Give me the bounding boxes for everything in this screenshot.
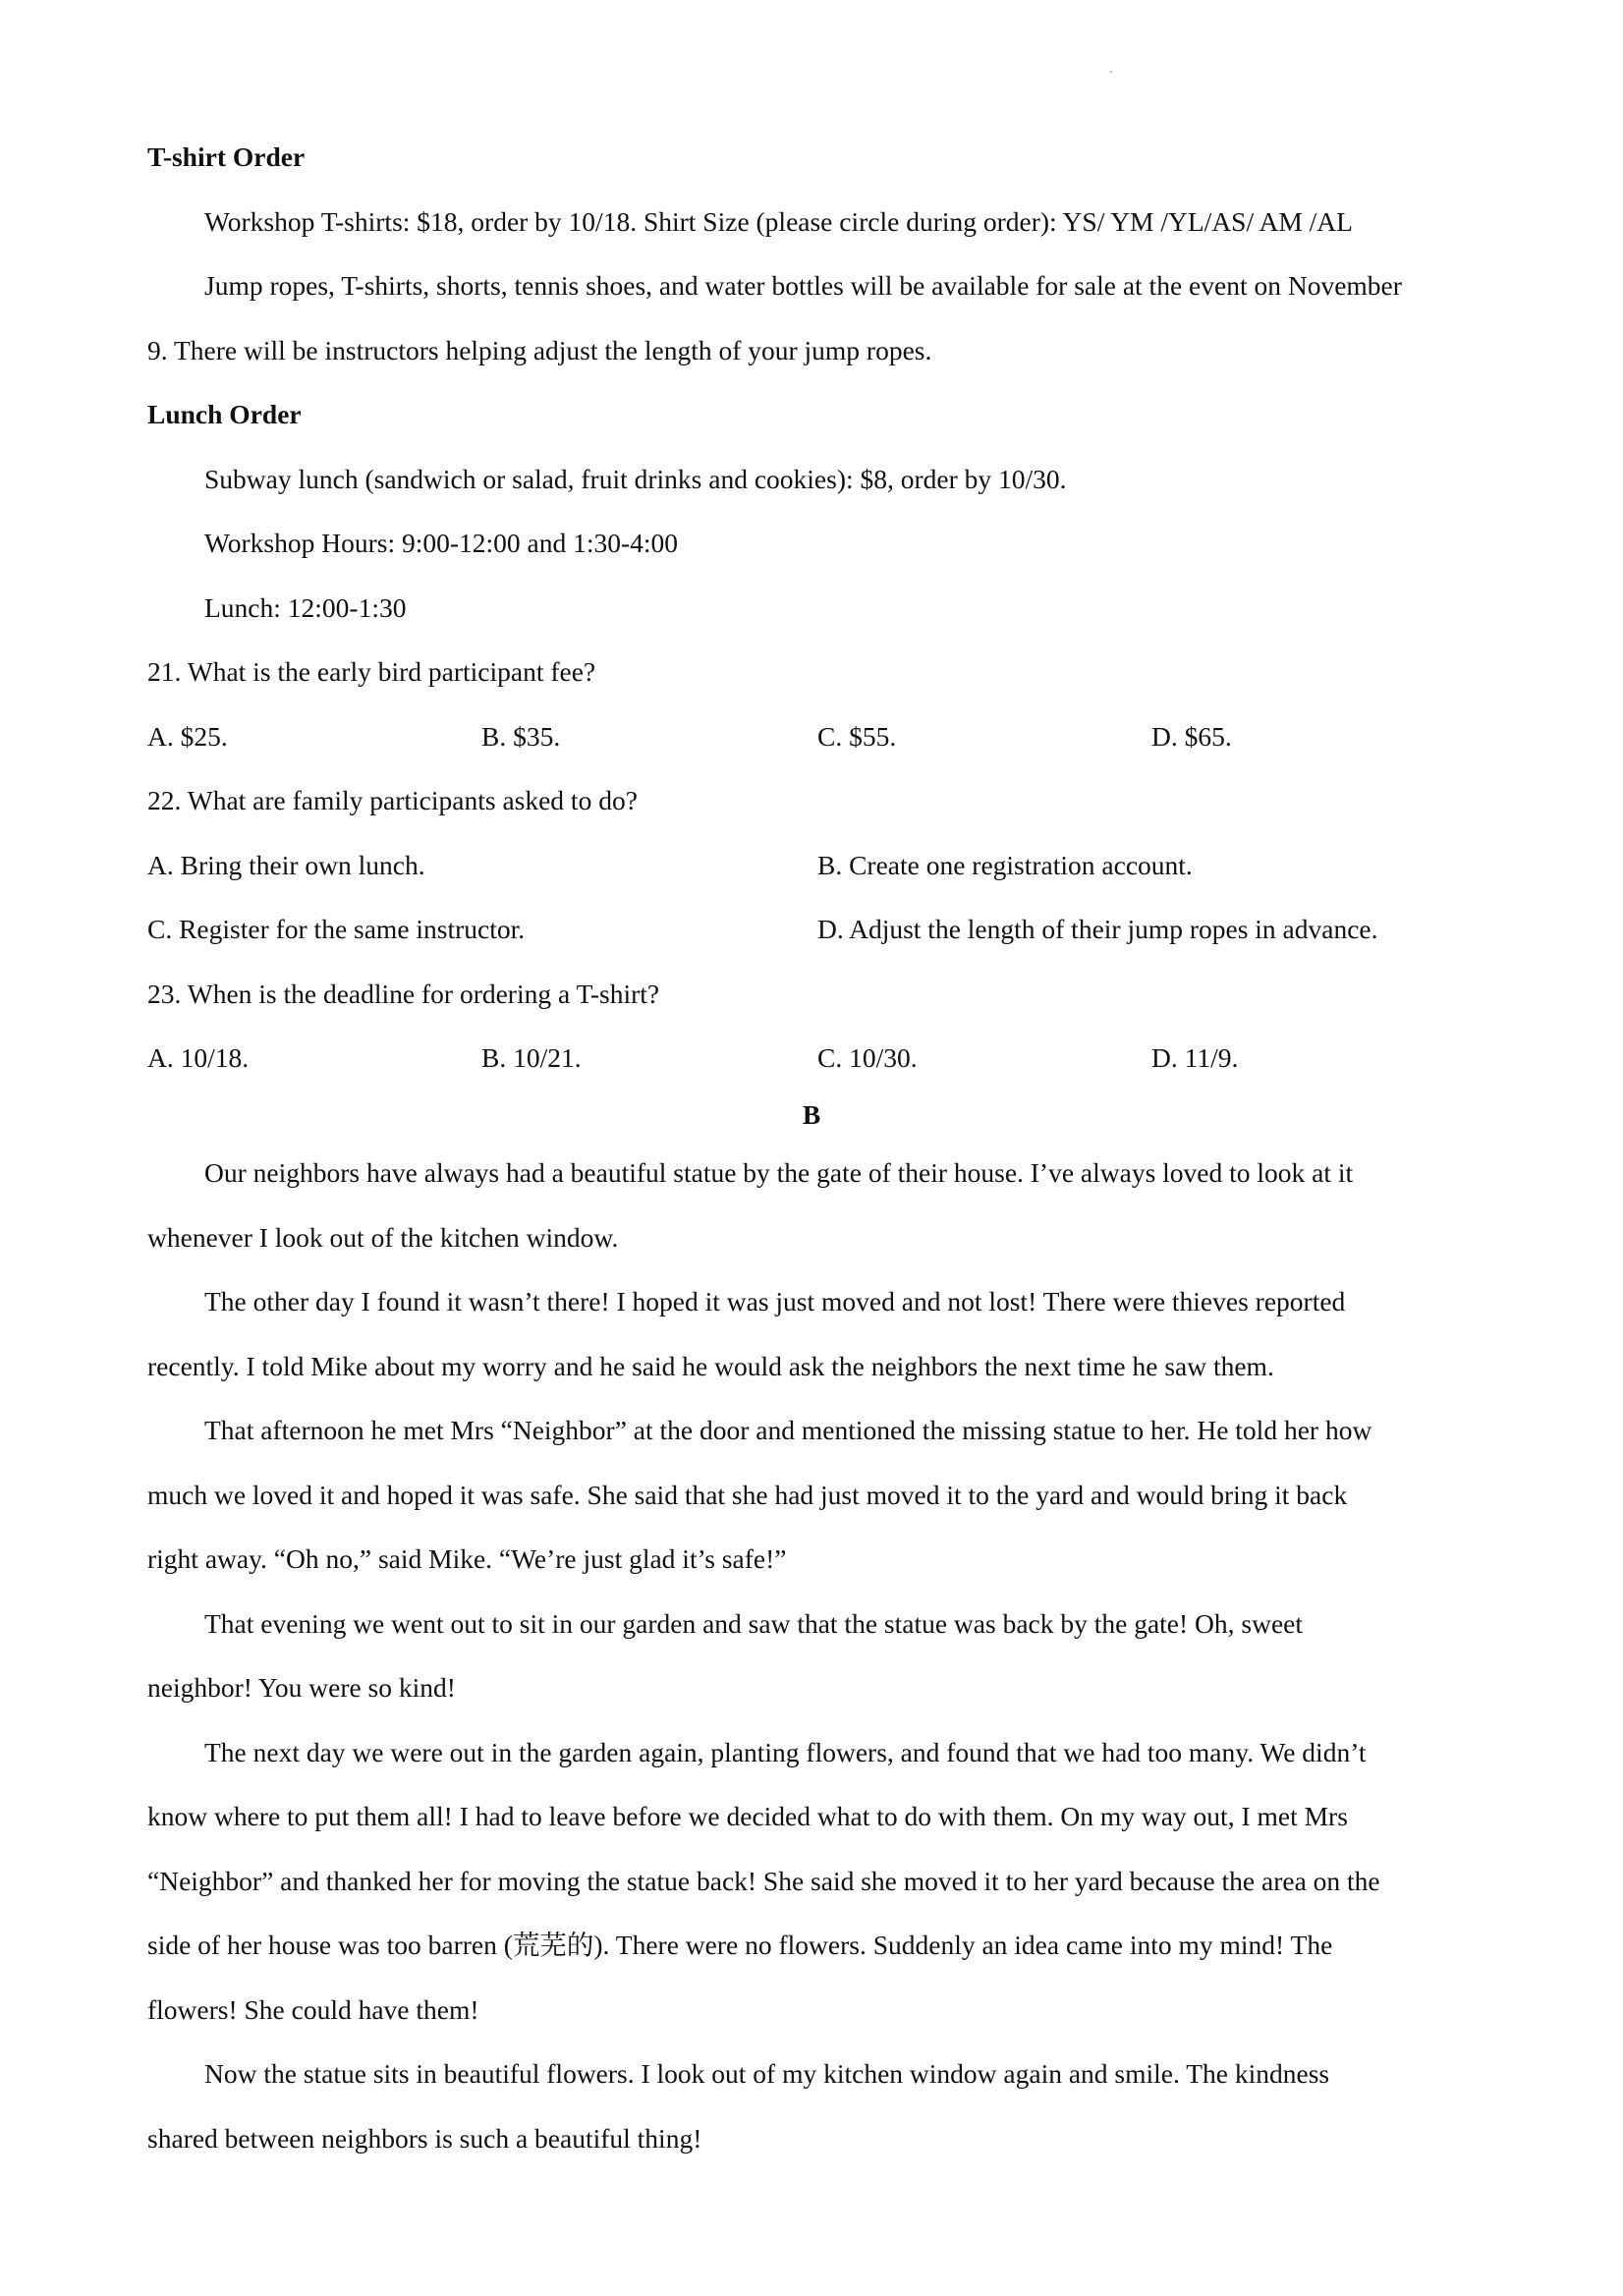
passage-line: The other day I found it wasn’t there! I hoped it was just moved and not lost! There were thieves reported: [204, 1286, 1346, 1316]
question-stem: 21. What is the early bird participant fee?: [147, 656, 596, 687]
option-b: B. Create one registration account.: [817, 850, 1193, 880]
passage-line: know where to put them all! I had to leave before we decided what to do with them. On my way out, I met Mrs: [147, 1801, 1348, 1831]
option-a: A. $25.: [147, 721, 228, 752]
passage-line: much we loved it and hoped it was safe. She said that she had just moved it to the yard and would bring it back: [147, 1480, 1348, 1510]
passage-line: right away. “Oh no,” said Mike. “We’re just glad it’s safe!”: [147, 1543, 787, 1574]
option-a: A. 10/18.: [147, 1042, 250, 1073]
passage-line: The next day we were out in the garden again, planting flowers, and found that we had too many. We didn’t: [204, 1737, 1367, 1767]
option-b: B. $35.: [481, 721, 561, 752]
passage-line: That evening we went out to sit in our garden and saw that the statue was back by the gate! Oh, sweet: [204, 1608, 1304, 1639]
passage-line: side of her house was too barren (荒芜的). There were no flowers. Suddenly an idea came into my mind! The: [147, 1930, 1333, 1960]
passage-line: Our neighbors have always had a beautiful statue by the gate of their house. I’ve always loved to look at it: [204, 1157, 1354, 1188]
tshirt-order-line: Jump ropes, T-shirts, shorts, tennis shoes, and water bottles will be available for sale at the event on November: [204, 270, 1402, 301]
passage-line: Now the statue sits in beautiful flowers. I look out of my kitchen window again and smile. The kindness: [204, 2058, 1330, 2089]
option-d: D. 11/9.: [1151, 1042, 1239, 1073]
option-d: D. Adjust the length of their jump ropes in advance.: [817, 914, 1378, 944]
passage-line: neighbor! You were so kind!: [147, 1672, 456, 1703]
tshirt-order-line: Workshop T-shirts: $18, order by 10/18. Shirt Size (please circle during order): YS/ YM /YL/AS/ AM /AL: [204, 206, 1353, 237]
tshirt-order-line: 9. There will be instructors helping adjust the length of your jump ropes.: [147, 335, 932, 365]
passage-line: shared between neighbors is such a beautiful thing!: [147, 2123, 702, 2154]
workshop-hours-line: Workshop Hours: 9:00-12:00 and 1:30-4:00: [204, 528, 679, 558]
option-c: C. $55.: [817, 721, 897, 752]
tshirt-order-heading: T-shirt Order: [147, 141, 306, 172]
lunch-time-line: Lunch: 12:00-1:30: [204, 592, 407, 623]
option-c: C. 10/30.: [817, 1042, 918, 1073]
option-a: A. Bring their own lunch.: [147, 850, 425, 880]
question-stem: 23. When is the deadline for ordering a T-shirt?: [147, 979, 660, 1009]
option-c: C. Register for the same instructor.: [147, 914, 526, 944]
passage-line: “Neighbor” and thanked her for moving the statue back! She said she moved it to her yard because the area on the: [147, 1866, 1380, 1896]
scan-speck: [1110, 71, 1112, 73]
option-d: D. $65.: [1151, 721, 1232, 752]
passage-line: That afternoon he met Mrs “Neighbor” at the door and mentioned the missing statue to her. He told her how: [204, 1415, 1372, 1445]
passage-line: whenever I look out of the kitchen window.: [147, 1222, 619, 1253]
passage-line: recently. I told Mike about my worry and he said he would ask the neighbors the next time he saw them.: [147, 1351, 1274, 1381]
passage-b-heading: B: [802, 1099, 821, 1130]
option-b: B. 10/21.: [481, 1042, 582, 1073]
question-stem: 22. What are family participants asked to do?: [147, 785, 638, 815]
lunch-order-line: Subway lunch (sandwich or salad, fruit drinks and cookies): $8, order by 10/30.: [204, 464, 1067, 494]
lunch-order-heading: Lunch Order: [147, 399, 302, 429]
passage-line: flowers! She could have them!: [147, 1994, 479, 2025]
